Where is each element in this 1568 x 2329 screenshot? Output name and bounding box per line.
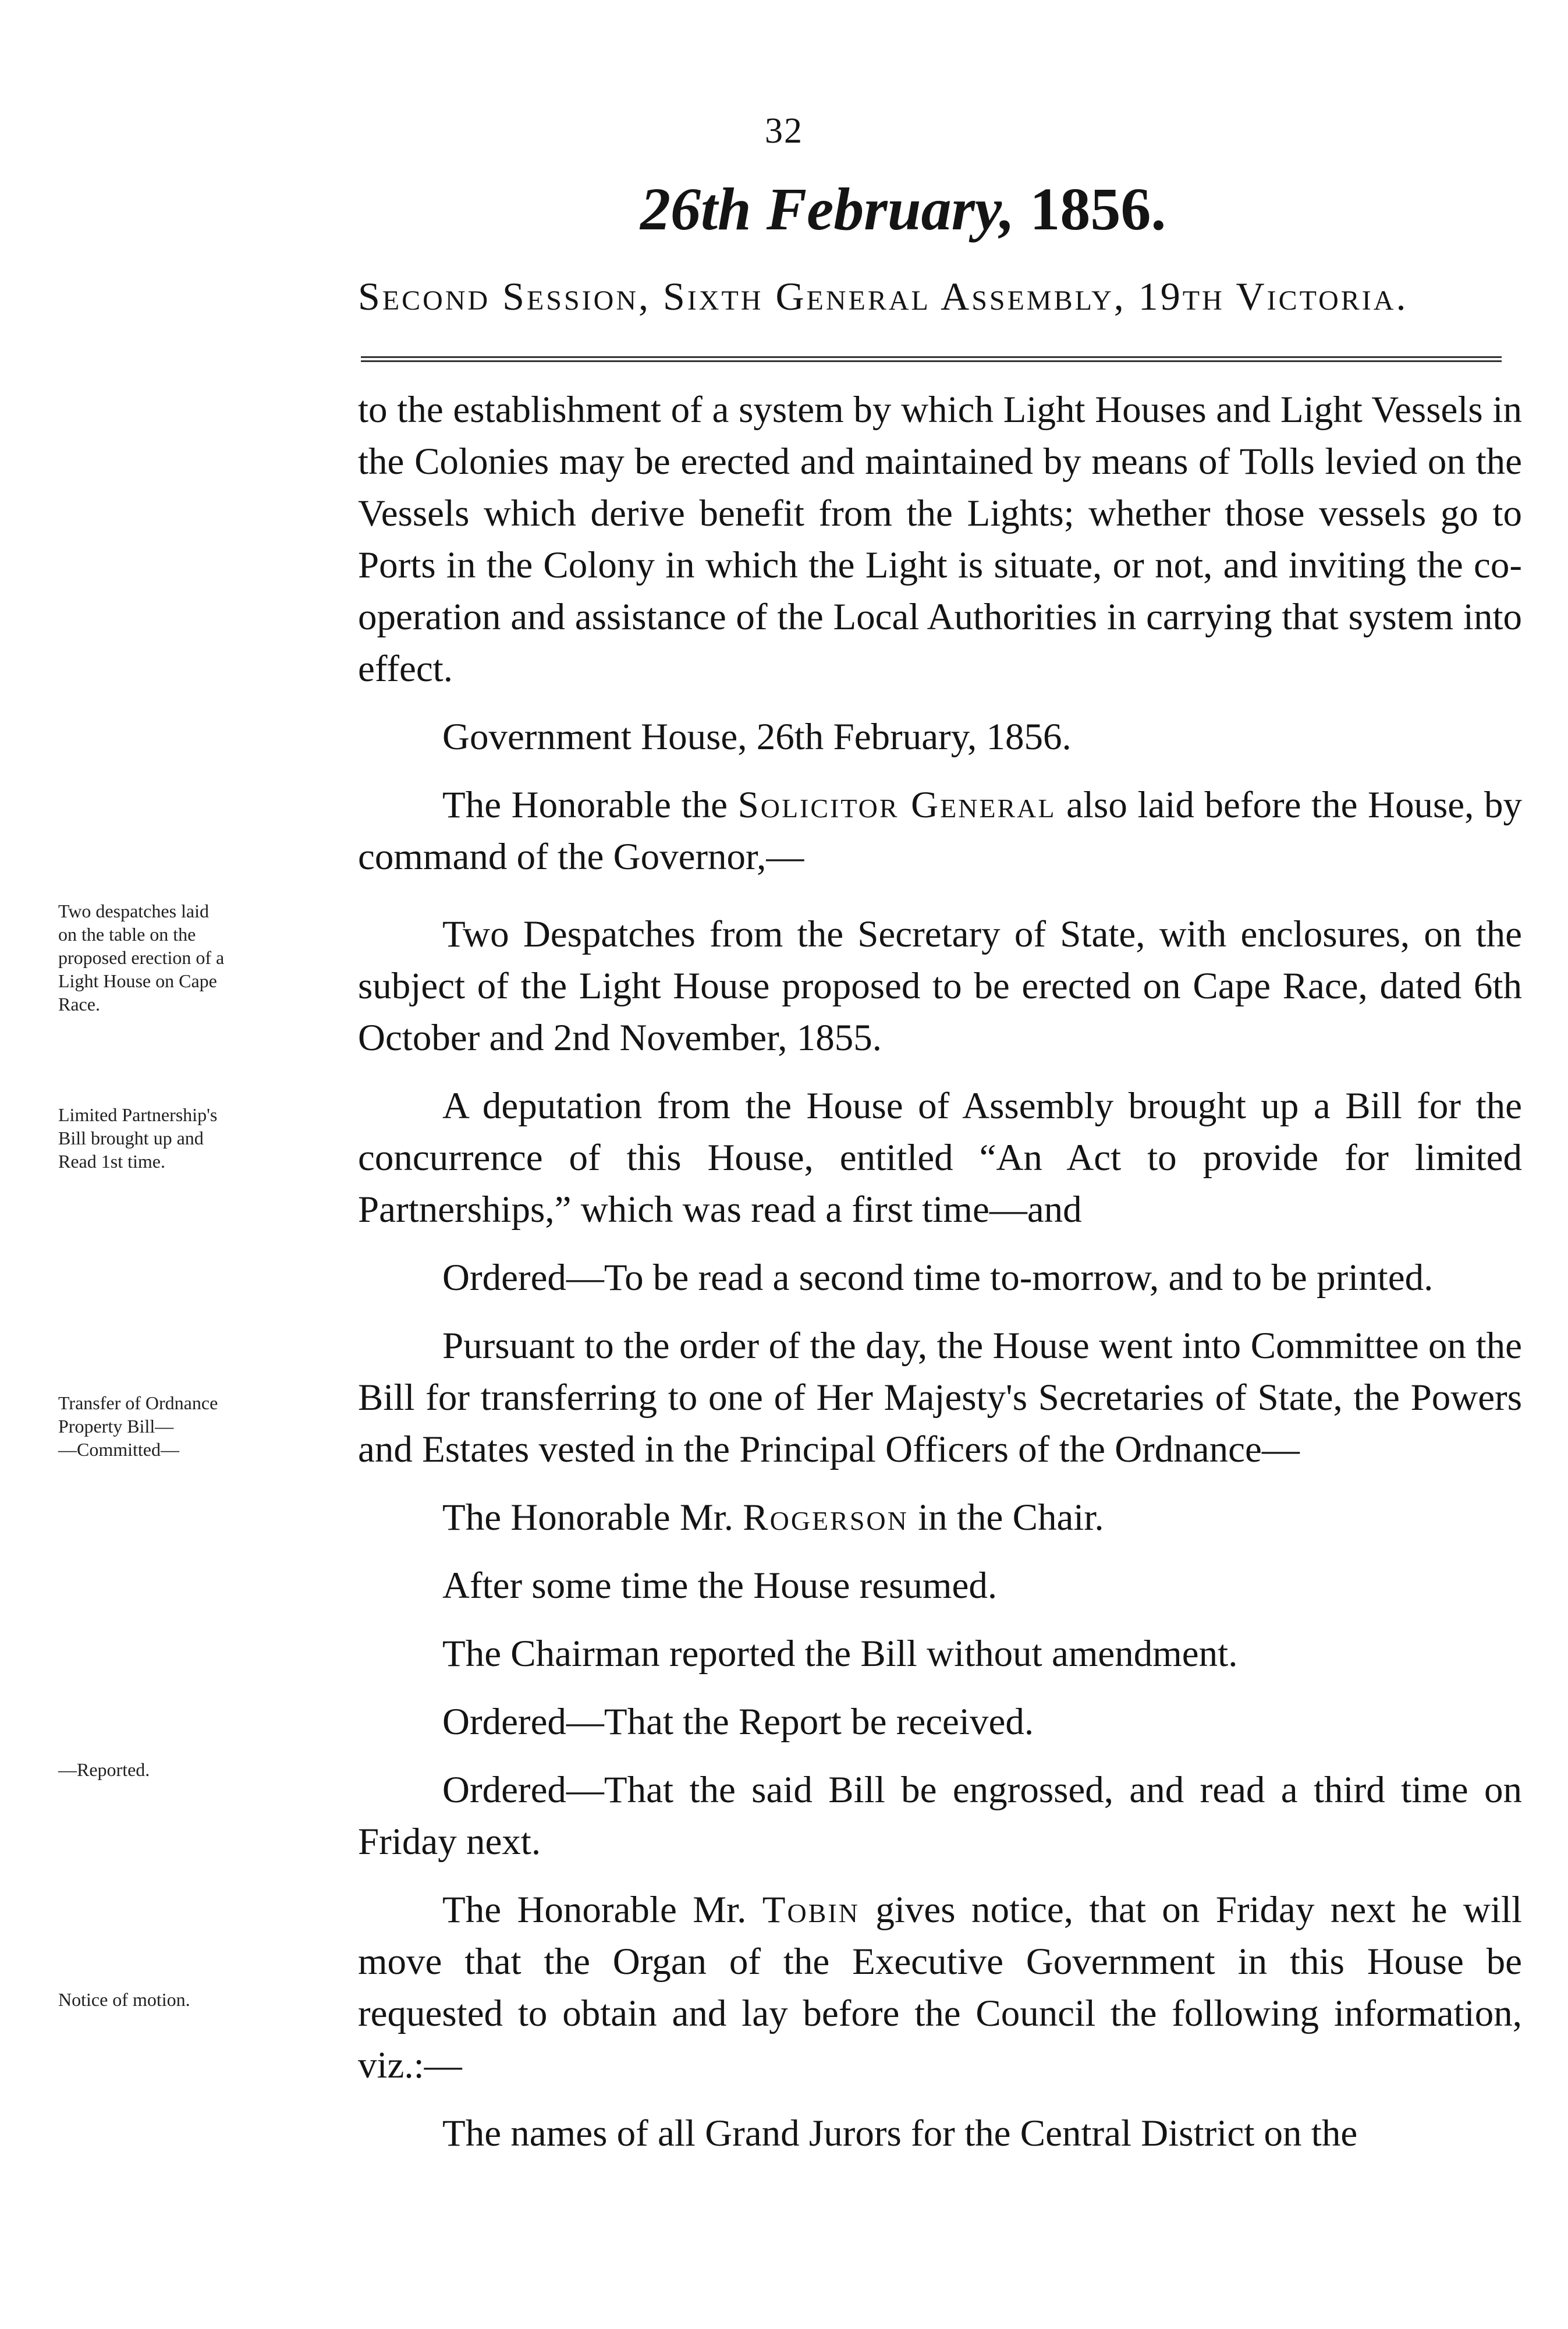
- tobin-name: Tobin: [762, 1889, 860, 1931]
- margin-note-line: on the table on the: [58, 924, 196, 945]
- paragraph-chair: [358, 1492, 1522, 1544]
- margin-note-line: Transfer of Ordnance: [58, 1392, 218, 1413]
- paragraph-grand-jurors: The names of all Grand Jurors for the Central District on the: [442, 2112, 1358, 2154]
- paragraph-two-despatches: Two Despatches from the Secretary of State, with enclosures, on the subject of the Light House proposed to be erected on Cape Race, dated 6th October and 2nd November, 1855.: [358, 913, 1522, 1059]
- page-date-day-month: 26th February,: [640, 176, 1015, 243]
- header-double-rule: [361, 356, 1502, 362]
- margin-note-line: —Committed—: [58, 1439, 179, 1460]
- margin-note-notice-of-motion: [58, 1988, 332, 2011]
- text-run: The Honorable Mr.: [442, 1889, 747, 1931]
- paragraph-chairman-reported: The Chairman reported the Bill without amendment.: [442, 1633, 1238, 1675]
- session-line: Second Session, Sixth General Assembly, 19th Victoria.: [358, 274, 1409, 318]
- margin-note-line: Notice of motion.: [58, 1989, 190, 2010]
- body-column: [358, 384, 1522, 2176]
- text-run: in the Chair.: [918, 1497, 1104, 1539]
- paragraph-house-resumed: After some time the House resumed.: [442, 1565, 998, 1607]
- margin-note-line: Limited Partnership's: [58, 1104, 218, 1125]
- paragraph-government-house: Government House, 26th February, 1856.: [442, 716, 1072, 758]
- text-run: The Honorable the: [442, 784, 728, 826]
- rogerson-name: Rogerson: [743, 1497, 909, 1539]
- paragraph-deputation: A deputation from the House of Assembly brought up a Bill for the concurrence of this House, entitled “An Act to provide for limited Partnerships,” which was read a first time—and: [358, 1085, 1522, 1231]
- margin-note-line: Property Bill—: [58, 1416, 174, 1437]
- solicitor-general-name: Solicitor General: [737, 784, 1056, 826]
- margin-note-line: proposed erection of a: [58, 947, 225, 968]
- margin-note-line: Read 1st time.: [58, 1151, 165, 1172]
- margin-note-ordnance-transfer: [58, 1391, 332, 1461]
- paragraph-report-received: Ordered—That the Report be received.: [442, 1701, 1034, 1743]
- page-date-year: 1856.: [1030, 176, 1166, 243]
- paragraph-light-houses-continued: to the establishment of a system by which Light Houses and Light Vessels in the Colonies may be erected and maintained by means of Tolls levied on the Vessels which derive benefit from the Lights; whether those vessels go to Ports in the Colony in which the Light is situate, or not, and inviting the co-operation and assistance of the Local Authorities in carrying that system into effect.: [358, 389, 1522, 690]
- margin-note-limited-partnership: [58, 1103, 332, 1173]
- text-run: gives notice, that on Friday next he will move that the Organ of the Executive Government in this House be requested to obtain and lay before the Council the following information, viz.:—: [358, 1889, 1523, 2086]
- paragraph-solicitor-general: [358, 779, 1522, 883]
- margin-note-reported: [58, 1758, 332, 1781]
- margin-note-line: —Reported.: [58, 1759, 150, 1780]
- text-run: also laid before the House, by command of the Governor,—: [358, 784, 1522, 878]
- paragraph-committee: Pursuant to the order of the day, the House went into Committee on the Bill for transferring to one of Her Majesty's Secretaries of State, the Powers and Estates vested in the Principal Officers of the Ordnance—: [358, 1325, 1522, 1470]
- page-number: 32: [765, 111, 803, 151]
- margin-note-line: Bill brought up and: [58, 1128, 204, 1148]
- text-run: The Honorable Mr.: [442, 1497, 734, 1539]
- margin-note-line: Light House on Cape: [58, 970, 217, 991]
- paragraph-ordered-second-reading: Ordered—To be read a second time to-morrow, and to be printed.: [442, 1257, 1434, 1299]
- paragraph-engrossed: Ordered—That the said Bill be engrossed, and read a third time on Friday next.: [358, 1769, 1522, 1863]
- margin-note-line: Two despatches laid: [58, 901, 210, 921]
- margin-note-despatches: [58, 899, 332, 1016]
- paragraph-notice-tobin: [358, 1884, 1522, 2092]
- page-date: [640, 175, 1166, 244]
- margin-note-line: Race.: [58, 994, 100, 1015]
